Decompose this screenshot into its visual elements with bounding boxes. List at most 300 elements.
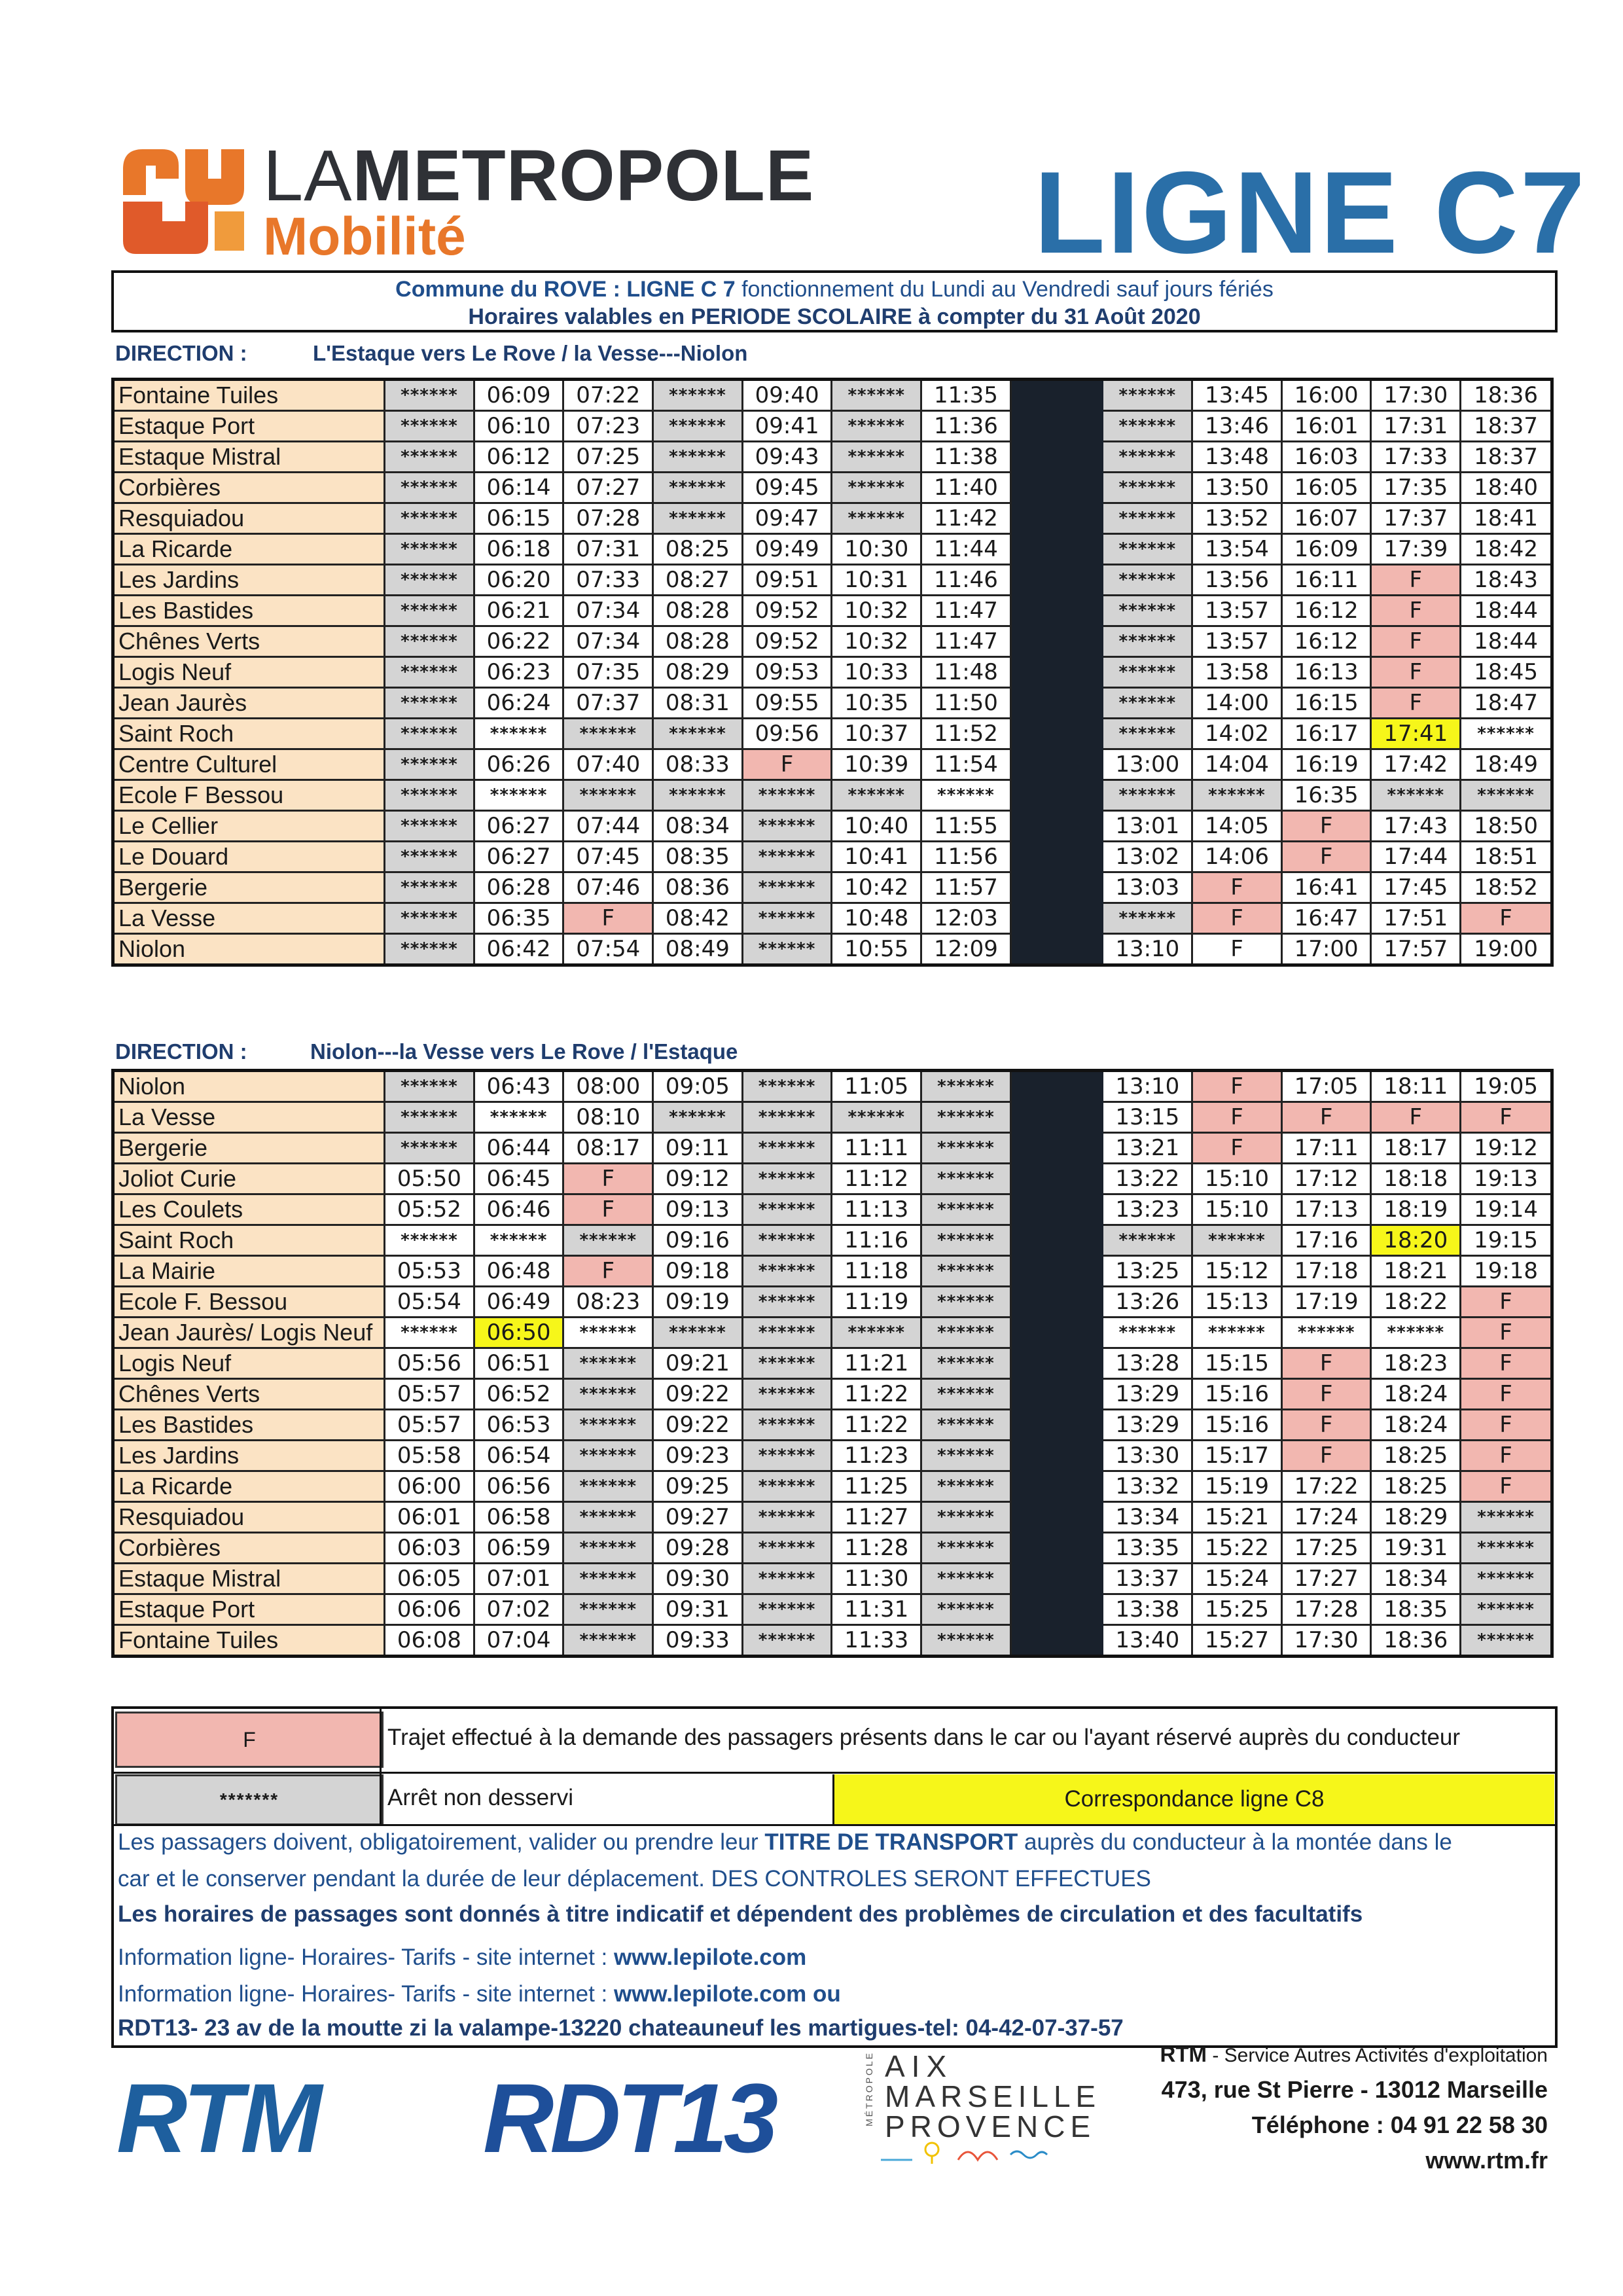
time-cell: 17:11: [1281, 1133, 1371, 1164]
not-served-cell: ******: [1192, 1318, 1282, 1348]
time-cell: 10:41: [832, 842, 921, 872]
not-served-cell: ******: [563, 719, 653, 749]
table-row: [113, 1071, 1552, 1102]
on-demand-cell: F: [1192, 903, 1282, 934]
time-cell: 08:25: [653, 534, 743, 565]
time-cell: 10:42: [832, 872, 921, 903]
on-demand-cell: F: [1281, 1410, 1371, 1441]
time-cell: 15:10: [1192, 1194, 1282, 1225]
time-cell: 13:35: [1103, 1533, 1192, 1564]
time-cell: 14:00: [1192, 688, 1282, 719]
time-cell: 07:45: [563, 842, 653, 872]
not-served-cell: ******: [1103, 1318, 1192, 1348]
time-cell: 07:02: [474, 1594, 563, 1625]
not-served-cell: ******: [563, 1502, 653, 1533]
not-served-cell: ******: [653, 1318, 743, 1348]
not-served-cell: ******: [653, 380, 743, 411]
time-cell: 18:41: [1461, 503, 1552, 534]
not-served-cell: ******: [921, 1441, 1011, 1471]
table-row: [113, 749, 1552, 780]
midday-separator: [1010, 503, 1103, 534]
midday-separator: [1010, 565, 1103, 596]
time-cell: 08:33: [653, 749, 743, 780]
midday-separator: [1010, 780, 1103, 811]
not-served-cell: ******: [742, 1441, 832, 1471]
time-cell: 15:19: [1192, 1471, 1282, 1502]
on-demand-cell: F: [1371, 596, 1461, 626]
time-cell: 17:43: [1371, 811, 1461, 842]
table-row: [113, 1225, 1552, 1256]
time-cell: 06:10: [474, 411, 563, 442]
lepilote-link[interactable]: www.lepilote.com ou: [613, 1981, 841, 2007]
timetable-direction1: [111, 378, 1554, 967]
not-served-cell: ******: [563, 1318, 653, 1348]
on-demand-cell: F: [1461, 1287, 1552, 1318]
time-cell: 09:51: [742, 565, 832, 596]
stop-name: Logis Neuf: [113, 657, 385, 688]
time-cell: 09:21: [653, 1348, 743, 1379]
time-cell: 16:13: [1281, 657, 1371, 688]
direction1-label: DIRECTION :: [115, 341, 247, 365]
legend-not-served-swatch: *******: [115, 1774, 383, 1825]
time-cell: 06:08: [385, 1625, 474, 1657]
time-cell: 06:01: [385, 1502, 474, 1533]
midday-separator: [1010, 1348, 1103, 1379]
stop-name: Resquiadou: [113, 503, 385, 534]
not-served-cell: ******: [474, 1102, 563, 1133]
legend-column-divider: [380, 1709, 382, 1824]
midday-separator: [1010, 442, 1103, 473]
table-row: [113, 1625, 1552, 1657]
stop-name: Niolon: [113, 934, 385, 965]
time-cell: 19:05: [1461, 1071, 1552, 1102]
time-cell: 17:05: [1281, 1071, 1371, 1102]
not-served-cell: ******: [921, 1533, 1011, 1564]
time-cell: 05:56: [385, 1348, 474, 1379]
time-cell: 13:22: [1103, 1164, 1192, 1194]
time-cell: 09:55: [742, 688, 832, 719]
time-cell: 13:57: [1192, 626, 1282, 657]
not-served-cell: ******: [1103, 719, 1192, 749]
stop-name: Centre Culturel: [113, 749, 385, 780]
time-cell: 06:03: [385, 1533, 474, 1564]
time-cell: 17:41: [1371, 719, 1461, 749]
time-cell: 13:32: [1103, 1471, 1192, 1502]
stop-name: Logis Neuf: [113, 1348, 385, 1379]
not-served-cell: ******: [921, 1594, 1011, 1625]
midday-separator: [1010, 1318, 1103, 1348]
time-cell: 08:00: [563, 1071, 653, 1102]
stop-name: La Vesse: [113, 903, 385, 934]
time-cell: 08:34: [653, 811, 743, 842]
not-served-cell: ******: [1103, 688, 1192, 719]
time-cell: 07:34: [563, 626, 653, 657]
time-cell: 08:29: [653, 657, 743, 688]
time-cell: 16:41: [1281, 872, 1371, 903]
on-demand-cell: F: [1281, 1348, 1371, 1379]
time-cell: 18:24: [1371, 1410, 1461, 1441]
stop-name: Les Coulets: [113, 1194, 385, 1225]
midday-separator: [1010, 596, 1103, 626]
stop-name: Resquiadou: [113, 1502, 385, 1533]
time-cell: 07:31: [563, 534, 653, 565]
not-served-cell: ******: [385, 903, 474, 934]
rtm-address: 473, rue St Pierre - 13012 Marseille: [1161, 2076, 1548, 2103]
amp-aix-text: AIX: [885, 2049, 954, 2083]
midday-separator: [1010, 1133, 1103, 1164]
on-demand-cell: F: [1192, 1071, 1282, 1102]
amp-marseille-text: MARSEILLE: [885, 2079, 1101, 2113]
table-row: [113, 1410, 1552, 1441]
time-cell: 17:42: [1371, 749, 1461, 780]
not-served-cell: ******: [1103, 780, 1192, 811]
time-cell: 10:55: [832, 934, 921, 965]
not-served-cell: ******: [742, 1164, 832, 1194]
not-served-cell: ******: [1103, 380, 1192, 411]
stop-name: Jean Jaurès: [113, 688, 385, 719]
time-cell: 09:41: [742, 411, 832, 442]
time-cell: 11:47: [921, 596, 1011, 626]
midday-separator: [1010, 749, 1103, 780]
time-cell: 06:18: [474, 534, 563, 565]
time-cell: 14:05: [1192, 811, 1282, 842]
time-cell: 08:23: [563, 1287, 653, 1318]
not-served-cell: ******: [1192, 780, 1282, 811]
not-served-cell: ******: [563, 1410, 653, 1441]
time-cell: 18:42: [1461, 534, 1552, 565]
time-cell: 06:00: [385, 1471, 474, 1502]
midday-separator: [1010, 534, 1103, 565]
on-demand-cell: F: [1371, 657, 1461, 688]
legend-on-demand-text: Trajet effectué à la demande des passagers présents dans le car ou l'ayant réservé auprès du conducteur: [387, 1725, 1461, 1750]
time-cell: 07:37: [563, 688, 653, 719]
time-cell: 11:56: [921, 842, 1011, 872]
time-cell: 15:22: [1192, 1533, 1282, 1564]
time-cell: 11:50: [921, 688, 1011, 719]
time-cell: 16:19: [1281, 749, 1371, 780]
not-served-cell: ******: [385, 626, 474, 657]
time-cell: 16:00: [1281, 380, 1371, 411]
time-cell: 18:50: [1461, 811, 1552, 842]
not-served-cell: ******: [832, 473, 921, 503]
time-cell: 11:25: [832, 1471, 921, 1502]
ticket-notice: [118, 1829, 1452, 1856]
table-row: [113, 1502, 1552, 1533]
time-cell: 06:51: [474, 1348, 563, 1379]
not-served-cell: ******: [1461, 1502, 1552, 1533]
not-served-cell: ******: [921, 1194, 1011, 1225]
not-served-cell: ******: [742, 903, 832, 934]
time-cell: 13:29: [1103, 1410, 1192, 1441]
time-cell: 16:12: [1281, 626, 1371, 657]
not-served-cell: ******: [385, 1225, 474, 1256]
time-cell: 06:56: [474, 1471, 563, 1502]
time-cell: 16:11: [1281, 565, 1371, 596]
not-served-cell: ******: [653, 780, 743, 811]
legend-divider: [114, 1824, 1555, 1826]
not-served-cell: ******: [921, 1318, 1011, 1348]
not-served-cell: ******: [563, 1564, 653, 1594]
time-cell: 11:33: [832, 1625, 921, 1657]
amp-symbols-icon: [880, 2140, 1050, 2166]
time-cell: 13:37: [1103, 1564, 1192, 1594]
time-cell: 06:26: [474, 749, 563, 780]
time-cell: 15:16: [1192, 1410, 1282, 1441]
time-cell: 11:46: [921, 565, 1011, 596]
time-cell: 10:40: [832, 811, 921, 842]
not-served-cell: ******: [742, 1256, 832, 1287]
time-cell: 09:22: [653, 1410, 743, 1441]
not-served-cell: ******: [921, 780, 1011, 811]
not-served-cell: ******: [921, 1471, 1011, 1502]
time-cell: 09:49: [742, 534, 832, 565]
time-cell: 18:45: [1461, 657, 1552, 688]
time-cell: 06:22: [474, 626, 563, 657]
time-cell: 09:22: [653, 1379, 743, 1410]
time-cell: 08:42: [653, 903, 743, 934]
time-cell: 15:27: [1192, 1625, 1282, 1657]
not-served-cell: ******: [1103, 1225, 1192, 1256]
not-served-cell: ******: [742, 1133, 832, 1164]
time-cell: 18:40: [1461, 473, 1552, 503]
time-cell: 18:44: [1461, 596, 1552, 626]
table-row: [113, 1594, 1552, 1625]
midday-separator: [1010, 473, 1103, 503]
stop-name: Estaque Port: [113, 411, 385, 442]
time-cell: 06:06: [385, 1594, 474, 1625]
not-served-cell: ******: [832, 1318, 921, 1348]
on-demand-cell: F: [1281, 1379, 1371, 1410]
brand-la: LA: [263, 135, 353, 216]
time-cell: 18:11: [1371, 1071, 1461, 1102]
time-cell: 16:07: [1281, 503, 1371, 534]
info-line-1: [118, 1945, 806, 1971]
page-title: LIGNE C7: [1034, 147, 1587, 278]
not-served-cell: ******: [742, 872, 832, 903]
midday-separator: [1010, 1287, 1103, 1318]
time-cell: 18:35: [1371, 1594, 1461, 1625]
time-cell: 11:13: [832, 1194, 921, 1225]
time-cell: 07:23: [563, 411, 653, 442]
not-served-cell: ******: [921, 1348, 1011, 1379]
time-cell: 13:38: [1103, 1594, 1192, 1625]
not-served-cell: ******: [385, 380, 474, 411]
time-cell: 07:44: [563, 811, 653, 842]
table-row: [113, 565, 1552, 596]
not-served-cell: ******: [742, 780, 832, 811]
not-served-cell: ******: [1103, 903, 1192, 934]
not-served-cell: ******: [474, 719, 563, 749]
time-cell: 13:15: [1103, 1102, 1192, 1133]
time-cell: 16:01: [1281, 411, 1371, 442]
time-cell: 17:57: [1371, 934, 1461, 965]
stop-name: Les Bastides: [113, 1410, 385, 1441]
not-served-cell: ******: [742, 1071, 832, 1102]
not-served-cell: ******: [563, 1379, 653, 1410]
time-cell: 08:31: [653, 688, 743, 719]
time-cell: 17:22: [1281, 1471, 1371, 1502]
lepilote-link[interactable]: www.lepilote.com: [613, 1945, 807, 1970]
time-cell: 06:48: [474, 1256, 563, 1287]
time-cell: 10:48: [832, 903, 921, 934]
table-row: [113, 780, 1552, 811]
not-served-cell: ******: [921, 1256, 1011, 1287]
midday-separator: [1010, 811, 1103, 842]
not-served-cell: ******: [1281, 1318, 1371, 1348]
not-served-cell: ******: [742, 1533, 832, 1564]
not-served-cell: ******: [563, 1225, 653, 1256]
time-cell: 06:52: [474, 1379, 563, 1410]
table-row: [113, 534, 1552, 565]
stop-name: Chênes Verts: [113, 1379, 385, 1410]
time-cell: 05:50: [385, 1164, 474, 1194]
midday-separator: [1010, 1379, 1103, 1410]
not-served-cell: ******: [1461, 1564, 1552, 1594]
not-served-cell: ******: [1103, 657, 1192, 688]
not-served-cell: ******: [921, 1287, 1011, 1318]
time-cell: 14:04: [1192, 749, 1282, 780]
stop-name: La Ricarde: [113, 1471, 385, 1502]
direction2-route: Niolon---la Vesse vers Le Rove / l'Estaque: [310, 1039, 738, 1064]
not-served-cell: ******: [921, 1071, 1011, 1102]
time-cell: 19:31: [1371, 1533, 1461, 1564]
not-served-cell: ******: [921, 1164, 1011, 1194]
time-cell: 08:17: [563, 1133, 653, 1164]
time-cell: 18:23: [1371, 1348, 1461, 1379]
time-cell: 13:45: [1192, 380, 1282, 411]
not-served-cell: ******: [1461, 780, 1552, 811]
time-cell: 18:36: [1371, 1625, 1461, 1657]
time-cell: 09:30: [653, 1564, 743, 1594]
not-served-cell: ******: [742, 1594, 832, 1625]
time-cell: 13:00: [1103, 749, 1192, 780]
time-cell: 11:57: [921, 872, 1011, 903]
not-served-cell: ******: [1103, 596, 1192, 626]
time-cell: 19:00: [1461, 934, 1552, 965]
not-served-cell: ******: [385, 749, 474, 780]
not-served-cell: ******: [742, 1471, 832, 1502]
time-cell: 19:13: [1461, 1164, 1552, 1194]
stop-name: Estaque Port: [113, 1594, 385, 1625]
time-cell: 06:54: [474, 1441, 563, 1471]
midday-separator: [1010, 1102, 1103, 1133]
time-cell: 05:54: [385, 1287, 474, 1318]
time-cell: 10:32: [832, 626, 921, 657]
time-cell: 12:09: [921, 934, 1011, 965]
not-served-cell: ******: [385, 657, 474, 688]
time-cell: 17:37: [1371, 503, 1461, 534]
time-cell: 13:23: [1103, 1194, 1192, 1225]
not-served-cell: ******: [1103, 473, 1192, 503]
time-cell: 18:24: [1371, 1379, 1461, 1410]
stop-name: Saint Roch: [113, 719, 385, 749]
commune-label: Commune du ROVE : LIGNE C 7: [395, 277, 736, 302]
time-cell: 09:18: [653, 1256, 743, 1287]
midday-separator: [1010, 657, 1103, 688]
time-cell: 18:20: [1371, 1225, 1461, 1256]
time-cell: 06:53: [474, 1410, 563, 1441]
not-served-cell: ******: [385, 842, 474, 872]
not-served-cell: ******: [921, 1379, 1011, 1410]
time-cell: 09:11: [653, 1133, 743, 1164]
not-served-cell: ******: [385, 934, 474, 965]
on-demand-cell: F: [1461, 1379, 1552, 1410]
time-cell: 17:39: [1371, 534, 1461, 565]
table-row: [113, 1164, 1552, 1194]
aix-marseille-provence-logo: [864, 2049, 1101, 2173]
on-demand-cell: F: [563, 1194, 653, 1225]
time-cell: 16:03: [1281, 442, 1371, 473]
not-served-cell: ******: [385, 565, 474, 596]
not-served-cell: ******: [563, 1625, 653, 1657]
time-cell: 13:28: [1103, 1348, 1192, 1379]
midday-separator: [1010, 719, 1103, 749]
time-cell: 11:11: [832, 1133, 921, 1164]
on-demand-cell: F: [1192, 872, 1282, 903]
time-cell: 11:30: [832, 1564, 921, 1594]
time-cell: 17:25: [1281, 1533, 1371, 1564]
midday-separator: [1010, 1594, 1103, 1625]
legend-divider: [114, 1772, 1555, 1774]
not-served-cell: ******: [563, 1441, 653, 1471]
midday-separator: [1010, 1164, 1103, 1194]
time-cell: 07:34: [563, 596, 653, 626]
not-served-cell: ******: [1103, 565, 1192, 596]
stop-name: Jean Jaurès/ Logis Neuf: [113, 1318, 385, 1348]
time-cell: 13:58: [1192, 657, 1282, 688]
not-served-cell: ******: [385, 1102, 474, 1133]
time-cell: 18:17: [1371, 1133, 1461, 1164]
time-cell: 16:12: [1281, 596, 1371, 626]
time-cell: 11:31: [832, 1594, 921, 1625]
not-served-cell: ******: [385, 872, 474, 903]
time-cell: 11:22: [832, 1410, 921, 1441]
time-cell: 05:58: [385, 1441, 474, 1471]
rdt13-contact: RDT13- 23 av de la moutte zi la valampe-13220 chateauneuf les martigues-tel: 04-42-07-37-57: [118, 2015, 1124, 2041]
on-demand-cell: F: [1461, 1318, 1552, 1348]
time-cell: 07:22: [563, 380, 653, 411]
midday-separator: [1010, 1194, 1103, 1225]
time-cell: 08:28: [653, 626, 743, 657]
time-cell: 13:40: [1103, 1625, 1192, 1657]
on-demand-cell: F: [1192, 1133, 1282, 1164]
not-served-cell: ******: [385, 503, 474, 534]
not-served-cell: ******: [1461, 1625, 1552, 1657]
time-cell: 13:03: [1103, 872, 1192, 903]
table-row: [113, 1133, 1552, 1164]
time-cell: 17:18: [1281, 1256, 1371, 1287]
midday-separator: [1010, 1625, 1103, 1657]
on-demand-cell: F: [1461, 1441, 1552, 1471]
not-served-cell: ******: [1103, 442, 1192, 473]
rtm-website-link[interactable]: www.rtm.fr: [1425, 2147, 1548, 2174]
rtm-logo: RTM: [116, 2063, 320, 2173]
on-demand-cell: F: [1281, 842, 1371, 872]
not-served-cell: ******: [921, 1410, 1011, 1441]
stop-name: Niolon: [113, 1071, 385, 1102]
time-cell: 19:18: [1461, 1256, 1552, 1287]
table-row: [113, 657, 1552, 688]
rtm-service-line: [1160, 2042, 1548, 2067]
time-cell: 06:45: [474, 1164, 563, 1194]
time-cell: 13:29: [1103, 1379, 1192, 1410]
on-demand-cell: F: [1281, 1102, 1371, 1133]
midday-separator: [1010, 872, 1103, 903]
time-cell: 07:04: [474, 1625, 563, 1657]
time-cell: 17:30: [1371, 380, 1461, 411]
not-served-cell: ******: [385, 534, 474, 565]
table-row: [113, 473, 1552, 503]
